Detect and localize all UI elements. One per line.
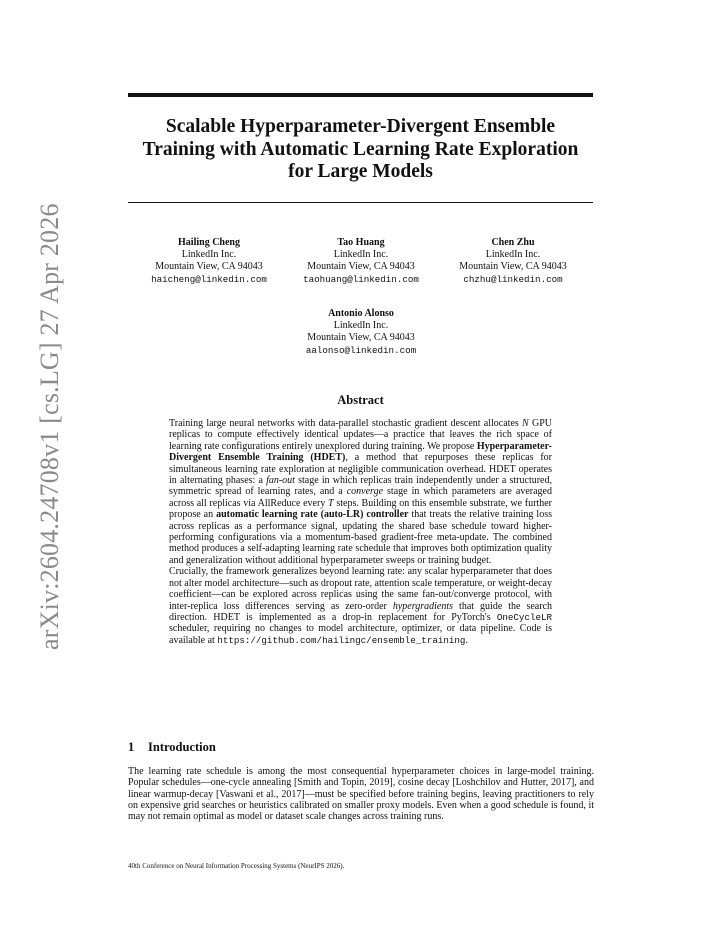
code-url-link[interactable]: https://github.com/hailingc/ensemble_training	[217, 634, 466, 646]
author-block	[281, 237, 441, 286]
author-email[interactable]: aalonso@linkedin.com	[305, 344, 417, 356]
author-block	[129, 237, 289, 286]
abstract-paragraph	[169, 418, 552, 566]
author-email[interactable]: taohuang@linkedin.com	[303, 273, 419, 285]
section-number: 1	[128, 740, 135, 754]
text-run: that treats the relative training loss across replicas as a performance signal, updating the shared base schedule toward higher-performing configurations via a momentum-based gradient-free meta-update. The combined method produces a self-adapting learning rate schedule that improves both optimization quality and generalization without additional hyperparameter sweeps or training budget.	[169, 509, 552, 566]
title-bottom-rule	[128, 202, 593, 203]
author-location: Mountain View, CA 94043	[155, 261, 263, 273]
bold-term: automatic learning rate (auto-LR) controller	[216, 509, 409, 521]
math-variable: N	[522, 418, 529, 429]
author-affiliation: LinkedIn Inc.	[333, 249, 389, 261]
author-name: Hailing Cheng	[178, 237, 240, 248]
title-top-rule	[128, 93, 593, 97]
intro-paragraph: The learning rate schedule is among the most consequential hyperparameter choices in large-model training. Popular schedules—one-cycle annealing [Smith and Topin, 2019], cosine decay [Loshchilov and Hutter, 2017], and linear warmup-decay [Vaswani et al., 2017]—must be specified before training begins, leaving practitioners to rely on expensive grid searches or heuristics calibrated on smaller proxy models. Even when a good schedule is found, it may not remain optimal as model or dataset scale changes across training runs.	[128, 766, 594, 823]
abstract-paragraph	[169, 566, 552, 646]
text-run: scheduler, requiring no changes to model architecture, optimizer, or data pipeline. Code is available at	[169, 623, 552, 646]
title-line: for Large Models	[288, 161, 433, 182]
author-name: Tao Huang	[337, 237, 385, 248]
text-run: stage in which replicas train independently under a structured, symmetric spread of learning rates, and a	[169, 475, 552, 498]
text-run: that guide the search direction. HDET is implemented as a drop-in replacement for PyTorch's	[169, 600, 553, 623]
author-location: Mountain View, CA 94043	[307, 332, 415, 344]
text-run: steps. Building on this ensemble substrate, we further propose an	[169, 497, 552, 521]
author-block	[433, 237, 593, 286]
text-run: Training large neural networks with data-parallel stochastic gradient descent allocates	[169, 418, 523, 429]
author-location: Mountain View, CA 94043	[307, 261, 415, 273]
section-title: Introduction	[148, 740, 216, 754]
title-line: Training with Automatic Learning Rate Exploration	[142, 138, 579, 160]
author-email[interactable]: chzhu@linkedin.com	[463, 273, 563, 285]
math-variable: T	[328, 497, 334, 509]
title-line: Scalable Hyperparameter-Divergent Ensemble	[165, 116, 556, 137]
author-name: Chen Zhu	[491, 237, 535, 248]
italic-term: fan-out	[266, 475, 295, 487]
code-term: OneCycleLR	[496, 611, 552, 623]
conference-footnote: 40th Conference on Neural Information Processing Systems (NeurIPS 2026).	[128, 862, 345, 870]
author-block	[281, 308, 441, 357]
text-run: Crucially, the framework generalizes beyond learning rate: any scalar hyperparameter that does not alter model architecture—such as dropout rate, attention scale temperature, or weight-decay coefficient—can be explored across replicas using the same fan-out/converge protocol, with inter-replica loss differences serving as zero-order	[169, 566, 552, 612]
text-run: GPU replicas to compute effectively identical updates—a practice that leaves the rich space of learning rate configurations entirely unexplored during training. We propose	[169, 418, 552, 452]
arxiv-identifier: arXiv:2604.24708v1 [cs.LG] 27 Apr 2026	[35, 203, 64, 650]
author-location: Mountain View, CA 94043	[459, 261, 567, 273]
text-run: .	[465, 634, 468, 646]
text-run: stage in which parameters are averaged across all replicas via AllReduce every	[169, 486, 552, 509]
italic-term: hypergradients	[392, 600, 454, 612]
paper-title	[128, 116, 593, 184]
abstract-body	[169, 418, 552, 646]
italic-term: converge	[346, 486, 384, 498]
author-email[interactable]: haicheng@linkedin.com	[151, 273, 267, 285]
abstract-heading: Abstract	[337, 393, 384, 407]
author-name: Antonio Alonso	[328, 308, 394, 319]
author-affiliation: LinkedIn Inc.	[485, 249, 541, 261]
author-affiliation: LinkedIn Inc.	[181, 249, 237, 261]
bold-term: Hyperparameter-Divergent Ensemble Training (HDET)	[169, 440, 552, 464]
author-affiliation: LinkedIn Inc.	[333, 320, 389, 332]
section-heading	[128, 740, 216, 755]
text-run: , a method that repurposes these replicas for simultaneous learning rate exploration at negligible communication overhead. HDET operates in alternating phases: a	[169, 452, 552, 487]
